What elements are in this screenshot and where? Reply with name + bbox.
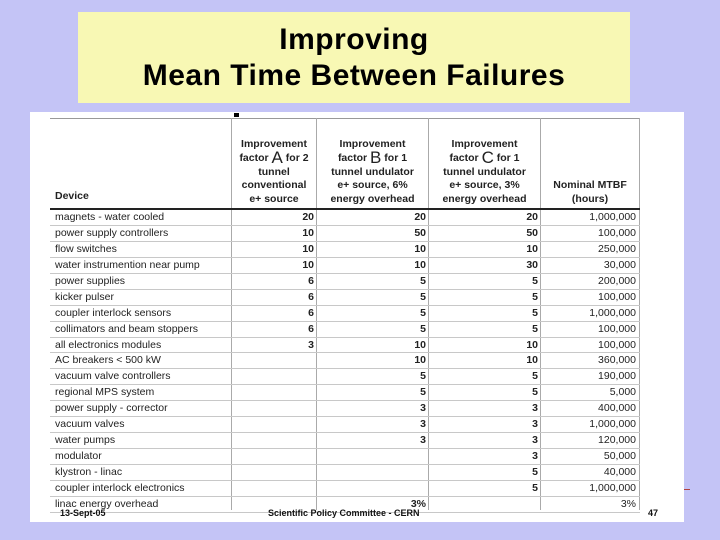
device-cell: vacuum valve controllers — [55, 370, 171, 383]
table-row — [50, 274, 640, 290]
table-row — [50, 433, 640, 449]
factor-a-cell — [232, 481, 314, 496]
factor-a-cell — [232, 401, 314, 416]
table-row — [50, 242, 640, 258]
factor-b-cell — [316, 465, 426, 480]
factor-b-cell: 10 — [414, 338, 426, 351]
factor-a-cell: 10 — [302, 258, 314, 271]
factor-b-cell: 5 — [420, 290, 426, 303]
factor-b-cell: 20 — [414, 211, 426, 223]
device-cell: coupler interlock electronics — [55, 481, 185, 494]
header-factor-a: Improvement factor A for 2 tunnel conventional e+ source — [239, 137, 309, 205]
factor-c-cell: 10 — [526, 242, 538, 255]
factor-b-cell: 3 — [420, 402, 426, 415]
factor-a-cell: 6 — [308, 290, 314, 303]
device-cell: water instrumention near pump — [55, 258, 200, 271]
device-column-header: Device — [55, 190, 89, 202]
mtbf-cell: 40,000 — [603, 466, 636, 478]
device-cell: collimators and beam stoppers — [55, 322, 198, 335]
table-row — [50, 290, 640, 306]
factor-b-cell — [316, 449, 426, 464]
factor-b-cell: 5 — [420, 306, 426, 319]
table-row — [50, 258, 640, 274]
mtbf-cell: 100,000 — [598, 322, 636, 335]
mtbf-cell: 1,000,000 — [589, 211, 636, 223]
factor-c-cell: 5 — [532, 386, 538, 399]
table-row — [50, 369, 640, 385]
device-cell: regional MPS system — [55, 386, 155, 399]
factor-c-cell: 10 — [526, 354, 538, 367]
factor-a-cell: 10 — [302, 242, 314, 255]
factor-b-cell: 5 — [420, 274, 426, 287]
factor-c-cell: 50 — [526, 226, 538, 239]
table-row — [50, 449, 640, 465]
mtbf-cell: 400,000 — [598, 402, 636, 415]
mtbf-cell: 120,000 — [598, 434, 636, 447]
device-cell: linac energy overhead — [55, 497, 159, 510]
table-row — [50, 465, 640, 481]
table-row — [50, 385, 640, 401]
factor-b-cell: 3 — [420, 434, 426, 447]
factor-b-cell — [316, 481, 426, 496]
mtbf-cell: 100,000 — [598, 290, 636, 303]
factor-b-cell: 5 — [420, 386, 426, 399]
device-cell: water pumps — [55, 434, 116, 447]
factor-a-cell — [232, 433, 314, 448]
factor-a-cell: 20 — [302, 211, 314, 223]
factor-a-cell — [232, 449, 314, 464]
factor-c-cell: 5 — [532, 466, 538, 478]
table-row — [50, 322, 640, 338]
factor-a-cell — [232, 417, 314, 432]
factor-c-cell: 5 — [532, 322, 538, 335]
device-cell: all electronics modules — [55, 338, 162, 351]
table-row — [50, 226, 640, 242]
factor-c-cell — [428, 497, 538, 512]
table-row — [50, 481, 640, 497]
mtbf-cell: 100,000 — [598, 226, 636, 239]
factor-b-cell: 10 — [414, 242, 426, 255]
table-top-rule — [50, 118, 640, 119]
factor-c-cell: 30 — [526, 258, 538, 271]
factor-c-cell: 5 — [532, 370, 538, 383]
device-cell: flow switches — [55, 242, 117, 255]
table-top-mark — [234, 113, 239, 117]
header-nominal-mtbf: Nominal MTBF (hours) — [553, 179, 627, 205]
device-cell: vacuum valves — [55, 418, 125, 431]
mtbf-cell: 1,000,000 — [589, 481, 636, 494]
device-cell: klystron - linac — [55, 466, 123, 478]
footer-committee: Scientific Policy Committee - CERN — [268, 508, 420, 518]
table-body — [50, 210, 640, 513]
factor-b-cell: 10 — [414, 258, 426, 271]
mtbf-cell: 250,000 — [598, 242, 636, 255]
slide-title-line-2: Mean Time Between Failures — [142, 58, 566, 92]
factor-a-cell — [232, 369, 314, 384]
factor-c-cell: 10 — [526, 338, 538, 351]
table-row — [50, 417, 640, 433]
footer-page-number: 47 — [648, 508, 659, 518]
factor-a-cell: 6 — [308, 274, 314, 287]
factor-c-cell: 5 — [532, 274, 538, 287]
mtbf-cell: 1,000,000 — [589, 306, 636, 319]
factor-a-cell: 3 — [308, 338, 314, 351]
factor-b-cell: 3 — [420, 418, 426, 431]
factor-c-cell: 5 — [532, 306, 538, 319]
device-cell: coupler interlock sensors — [55, 306, 172, 319]
device-cell: power supply - corrector — [55, 402, 168, 415]
factor-c-cell: 3 — [532, 450, 538, 463]
table-row — [50, 306, 640, 322]
factor-c-cell: 5 — [532, 290, 538, 303]
mtbf-cell: 50,000 — [603, 450, 636, 463]
factor-b-cell: 5 — [420, 322, 426, 335]
mtbf-cell: 190,000 — [598, 370, 636, 383]
factor-a-cell: 6 — [308, 306, 314, 319]
factor-c-cell: 3 — [532, 418, 538, 431]
mtbf-cell: 1,000,000 — [589, 418, 636, 431]
mtbf-cell: 360,000 — [598, 354, 636, 367]
slide-title-line-1: Improving — [279, 22, 429, 56]
factor-c-cell: 3 — [532, 402, 538, 415]
table-row — [50, 401, 640, 417]
factor-a-cell — [232, 353, 314, 368]
factor-c-cell: 3 — [532, 434, 538, 447]
red-accent-mark — [684, 489, 690, 490]
factor-b-cell: 5 — [420, 370, 426, 383]
factor-c-cell: 20 — [526, 211, 538, 223]
factor-c-cell: 5 — [532, 481, 538, 494]
device-cell: magnets - water cooled — [55, 211, 165, 223]
table-row — [50, 353, 640, 369]
factor-b-cell: 3% — [410, 497, 426, 510]
factor-a-cell — [232, 385, 314, 400]
footer-date: 13-Sept-05 — [60, 508, 106, 518]
mtbf-cell: 3% — [620, 497, 636, 510]
mtbf-cell: 200,000 — [598, 274, 636, 287]
table-row — [50, 210, 640, 226]
device-cell: power supplies — [55, 274, 126, 287]
header-factor-b: Improvement factor B for 1 tunnel undulator e+ source, 6% energy overhead — [330, 137, 415, 205]
factor-a-cell — [232, 465, 314, 480]
factor-b-cell: 50 — [414, 226, 426, 239]
table-row — [50, 338, 640, 354]
mtbf-cell: 100,000 — [598, 338, 636, 351]
factor-b-cell: 10 — [414, 354, 426, 367]
mtbf-cell: 30,000 — [603, 258, 636, 271]
device-cell: kicker pulser — [55, 290, 114, 303]
factor-a-cell: 6 — [308, 322, 314, 335]
factor-a-cell: 10 — [302, 226, 314, 239]
slide-title-box — [78, 12, 630, 103]
device-cell: modulator — [55, 450, 102, 463]
device-cell: power supply controllers — [55, 226, 169, 239]
header-factor-c: Improvement factor C for 1 tunnel undulator e+ source, 3% energy overhead — [442, 137, 527, 205]
device-cell: AC breakers < 500 kW — [55, 354, 161, 367]
mtbf-cell: 5,000 — [609, 386, 636, 399]
